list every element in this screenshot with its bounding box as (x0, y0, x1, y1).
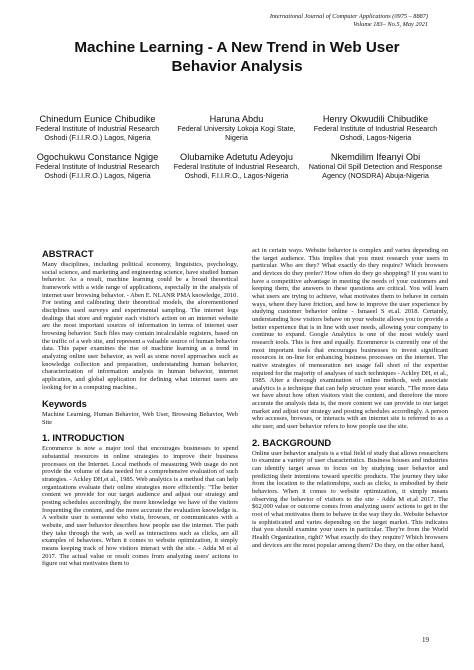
keywords-text: Machine Learning, Human Behavior, Web User, Browsing Behavior, Web Site (42, 411, 238, 426)
author-name: Henry Okwudili Chibudike (322, 114, 429, 124)
page-number: 19 (422, 636, 429, 644)
author-affiliation: Federal University Lokoja Kogi State, Nigeria (177, 124, 296, 142)
abstract-text: Many disciplines, including political economy, linguistics, psychology, social science, and marketing and engineering science, have studied human behavior. As a result, machine learning could be a broad theoretical framework with a wide range of applications, especially in the analysis of internet user browsing behavior. - Aben E. NLANR PMA knowledge, 2010. For testing and calibrating their theoretical models, the aforementioned disciplines used surveys and experimental sampling. The internet logs dealings that store and register each visitor's action on an internet website are the most important sources of information in terms of internet user browsing behavior. Such files may contain incalculable registers, based on the traffic of a web site, and represent a valuable source of human behavior data. This paper examines the rise of machine learning as a trend in analyzing online user behavior, as well as some novel approaches such as knowledge collection and preparation, understanding human behavior, characterization of information analysis in human behavior, internet application, and global application for defining what internet users are looking for in a computing machine.. (42, 261, 238, 391)
author-name: Haruna Abdu (209, 114, 264, 124)
introduction-text: Ecommerce is now a major tool that encourages businesses to spend substantial resources in online strategies to improve their business processes on the Internet. Local methods of measuring Web usage do not provide the volume of data needed for a comprehensive evaluation of such strategies. - Ackley DH,et al., 1985. Web analytics is a method that can help organizations evaluate their online strategies more efficiently. "The better content we provide for our target audience and adjust our strategy and posting schedules accordingly, the more knowledge we have of the visitors frequenting the content, and the more accurate the evaluation knowledge is. A website user is someone who visits, browses, or communicates with a website, and user behavior describes how people use the internet. The path they take through the web, as well as interactions such as clicks, are all examples of behaviors. When it comes to website optimization, it simply means keeping track of how visitors interact with the site. - Adda M et al 2017. The actual value or result comes from analyzing users' actions to figure out what motivates them to (42, 445, 238, 568)
author-name: Nkemdilim Ifeanyi Obi (330, 152, 421, 163)
author-block (28, 152, 167, 180)
author-block (167, 152, 306, 180)
introduction-continued-text: act in certain ways. Website behavior is complex and varies depending on the target audience. This implies that you must research your users in particular. Who are they? What exactly do they require? Which browsers and devices do they prefer? How often do they go shopping? If you want to have a competitive advantage in meeting the needs of your customers and keeping them, the answers to these questions are critical. You will learn what users are trying to achieve, what motivates them to behave in certain ways, where they have friction, and how to improve the user experience by studying customer behavior online - Ismaeel S et.al. 2018. Certainly, understanding how visitors behave on your website allows you to provide a better experience that is in line with user needs, allowing your company to continue to expand. Google Analytics is one of the most widely used research tools. This is free and equally. Ecommerce is currently one of the most important tools that encourages businesses to invest significant resources in on-line for enhancing business processes on the internet. The native strategies of mensuration net usage fall short of the expertise required for the majority of analyses of such techniques - Ackley DH, et al., 1985. After a thorough examination of online methods, web associate analytics is a technique that can help structure your search. "The more data we have about how often visitors visit the content, and therefore the more accurate the analysis data is, the more content we can provide to our target market and adjust our strategy and posting schedules accordingly. A person who accesses, browses, or interacts with an internet site is referred to as a site user, and user behavior refers to how people use the site. (252, 247, 448, 431)
author-block (167, 114, 306, 142)
right-column (252, 247, 448, 549)
author-name: Chinedum Eunice Chibudike (39, 114, 156, 124)
abstract-heading: ABSTRACT (42, 248, 94, 259)
paper-title: Machine Learning - A New Trend in Web User Behavior Analysis (74, 39, 400, 75)
introduction-heading: 1. INTRODUCTION (42, 432, 125, 444)
author-affiliation: Federal Institute of Industrial Research Oshodi, Lagos-Nigeria (313, 124, 438, 142)
author-affiliation: Federal Institute of Industrial Research, Oshodi, F.I.I.R.O., Lagos-Nigeria (173, 162, 300, 180)
author-block (306, 114, 445, 142)
background-heading: 2. BACKGROUND (252, 436, 332, 448)
author-list (28, 114, 446, 190)
author-block (306, 152, 445, 180)
background-text: Online user behavior analysis is a vital field of study that allows researchers to examine a variety of user characteristics. Business houses and industries can identify target areas to focus on by studying user behavior and predicting their intentions toward specific products. The journey they take from the location to the relationships, such as clicks, is embodied by their behaviors. When it comes to website optimization, it simply means observing the behavior of visitors to the site - Adda M et.al 2017. The $62,000 value or outcome comes from analyzing users' actions to get to the root of what motivates them to behave in the way they do. Website behavior is sophisticated and varies depending on the target market. This indicates that you should examine your users in particular. They're from the World Health Organization, right? What exactly do they require? Which browsers and devices are the most popular among them? Do they, on the other hand, (252, 449, 449, 549)
author-affiliation: Federal Institute of Industrial Research Oshodi (F.I.I.R.O.) Lagos, Nigeria (35, 124, 160, 142)
keywords-heading: Keywords (42, 398, 87, 410)
author-block (28, 114, 167, 142)
author-affiliation: National Oil Spill Detection and Response Agency (NOSDRA) Abuja-Nigeria (308, 162, 443, 180)
left-column (42, 248, 238, 568)
author-affiliation: Federal Institute of Industrial Research Oshodi (F.I.I.R.O.) Lagos, Nigeria (35, 162, 160, 180)
journal-header (270, 13, 428, 28)
journal-name: International Journal of Computer Applications (0975 – 8887) (269, 13, 428, 20)
author-name: Ogochukwu Constance Ngige (36, 152, 159, 163)
author-name: Olubamike Adetutu Adeyoju (180, 152, 293, 163)
journal-volume: Volume 183– No.5, May 2021 (353, 20, 428, 28)
